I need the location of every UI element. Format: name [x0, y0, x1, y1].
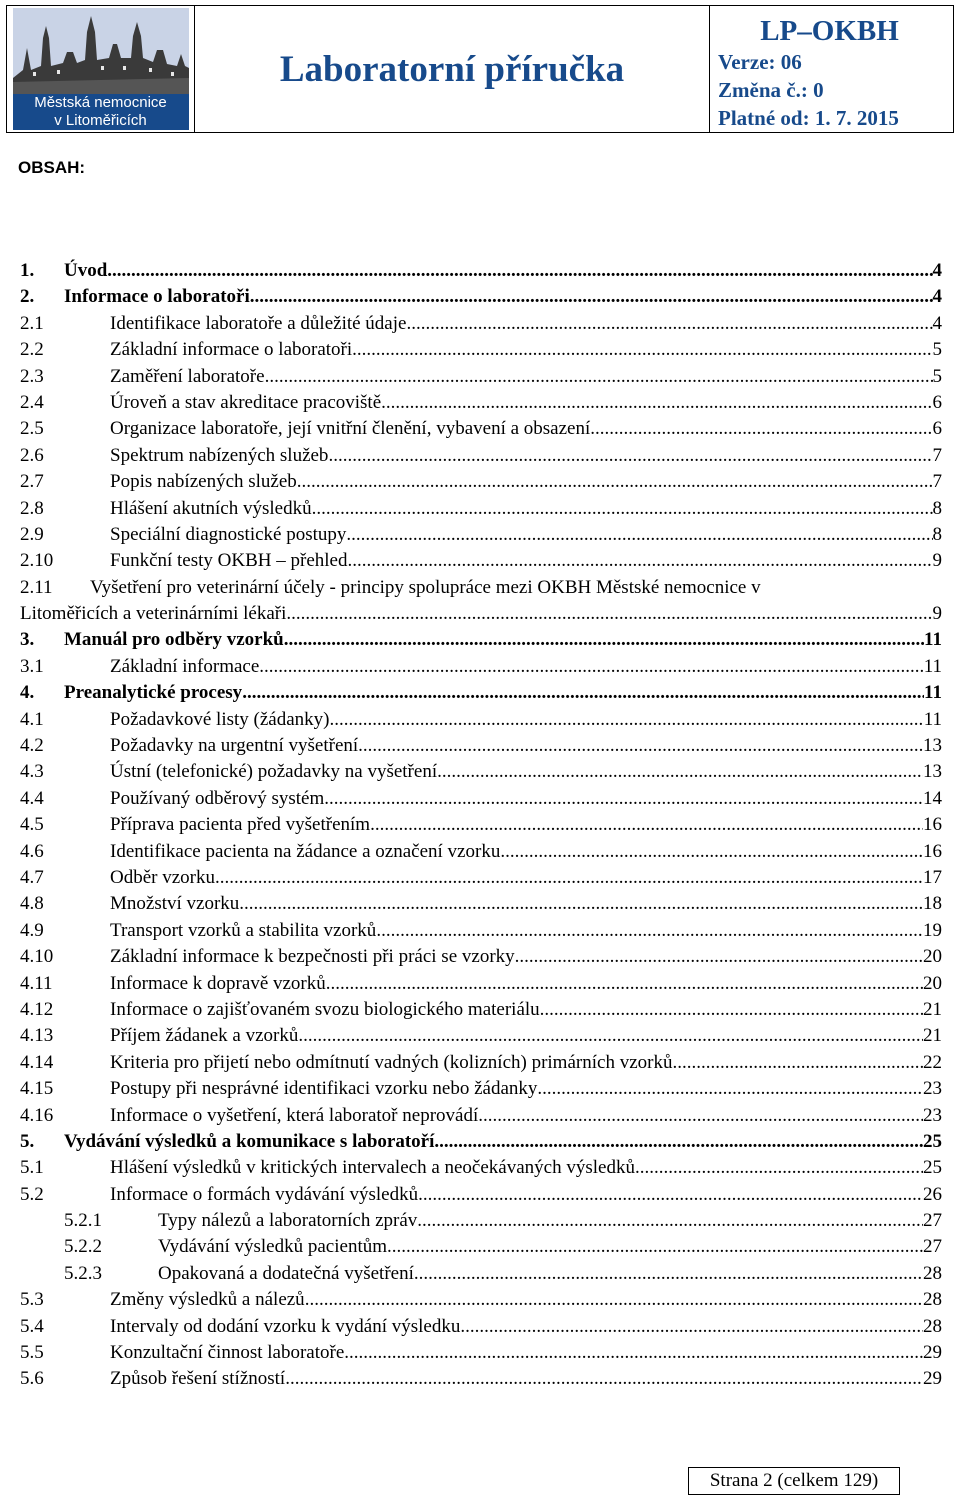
toc-entry-page: 13: [923, 761, 942, 783]
toc-entry-number: 5.6: [20, 1368, 44, 1390]
toc-entry-page: 17: [923, 866, 942, 888]
toc-entry-title: Hlášení výsledků v kritických intervalech a neočekávaných výsledků: [110, 1157, 635, 1179]
toc-entry-page: 28: [923, 1289, 942, 1311]
toc-entry-number: 3.1: [20, 655, 44, 677]
toc-leader-dots: [312, 496, 933, 522]
toc-entry-page: 21: [923, 998, 942, 1020]
toc-entry[interactable]: [20, 1023, 942, 1049]
document-valid-from: Platné od: 1. 7. 2015: [718, 106, 899, 130]
toc-entry-title: Manuál pro odběry vzorků: [64, 629, 284, 651]
toc-entry-number: 4.15: [20, 1078, 54, 1100]
toc-entry[interactable]: [20, 759, 942, 785]
toc-entry-title: Množství vzorku: [110, 893, 240, 915]
toc-entry-number: 5.2.2: [64, 1236, 102, 1258]
toc-entry-page: 5: [932, 365, 942, 387]
logo-line-1: Městská nemocnice: [34, 94, 167, 111]
toc-entry[interactable]: [20, 1366, 942, 1392]
toc-entry-number: 5.4: [20, 1315, 44, 1337]
toc-entry[interactable]: [20, 337, 942, 363]
toc-entry-page: 9: [932, 550, 942, 572]
toc-entry[interactable]: [20, 443, 942, 469]
toc-entry-page: 25: [923, 1157, 942, 1179]
toc-entry-title: Základní informace: [110, 655, 260, 677]
toc-entry-page: 8: [932, 523, 942, 545]
toc-entry[interactable]: [20, 1103, 942, 1129]
toc-entry-number: 4.10: [20, 946, 54, 968]
toc-entry[interactable]: [20, 707, 942, 733]
toc-entry-title: Ústní (telefonické) požadavky na vyšetření: [110, 761, 438, 783]
toc-leader-dots: [284, 627, 924, 653]
toc-entry-number: 2.3: [20, 365, 44, 387]
toc-entry-page: 28: [923, 1262, 942, 1284]
toc-entry[interactable]: [20, 364, 942, 390]
toc-entry[interactable]: [20, 891, 942, 917]
document-header: [6, 5, 954, 133]
toc-entry-title: Změny výsledků a nálezů: [110, 1289, 305, 1311]
toc-entry[interactable]: [20, 1287, 942, 1313]
page-footer: Strana 2 (celkem 129): [688, 1467, 900, 1495]
toc-leader-dots: [406, 311, 932, 337]
toc-leader-dots: [515, 944, 923, 970]
toc-entry[interactable]: [20, 839, 942, 865]
toc-leader-dots: [297, 469, 933, 495]
toc-leader-dots: [381, 390, 932, 416]
toc-entry-title: Vyšetření pro veterinární účely - principy spolupráce mezi OKBH Městské nemocnice v: [90, 576, 761, 598]
toc-entry[interactable]: [20, 548, 942, 574]
toc-entry-number: 4.16: [20, 1104, 54, 1126]
toc-entry[interactable]: [20, 1234, 942, 1260]
toc-entry-number: 2.4: [20, 391, 44, 413]
toc-entry-title: Identifikace pacienta na žádance a označení vzorku: [110, 840, 501, 862]
toc-entry[interactable]: [20, 1076, 942, 1102]
document-change: Změna č.: 0: [718, 78, 824, 102]
toc-entry-number: 5.2.3: [64, 1262, 102, 1284]
toc-entry[interactable]: [20, 390, 942, 416]
toc-entry-title: Úroveň a stav akreditace pracoviště: [110, 391, 382, 413]
document-title: Laboratorní příručka: [195, 6, 710, 132]
toc-entry-title: Úvod: [64, 260, 108, 281]
toc-entry-number: 4.6: [20, 840, 44, 862]
toc-entry[interactable]: [20, 522, 942, 548]
toc-entry-title: Konzultační činnost laboratoře: [110, 1342, 345, 1364]
toc-entry-title: Informace o vyšetření, která laboratoř neprovádí: [110, 1104, 479, 1126]
toc-entry-number: 5.: [20, 1130, 35, 1152]
toc-leader-dots: [215, 865, 923, 891]
toc-leader-dots: [352, 337, 932, 363]
toc-entry-title: Informace o laboratoři: [64, 286, 250, 308]
toc-entry[interactable]: [20, 416, 942, 442]
toc-entry[interactable]: [20, 786, 942, 812]
toc-entry-title: Požadavkové listy (žádanky): [110, 708, 330, 730]
toc-entry-title: Speciální diagnostické postupy: [110, 523, 347, 545]
toc-leader-dots: [344, 1340, 923, 1366]
toc-leader-dots: [326, 971, 923, 997]
toc-leader-dots: [329, 707, 923, 733]
toc-entry-number: 3.: [20, 629, 35, 651]
toc-entry-number: 2.10: [20, 550, 54, 572]
toc-leader-dots: [478, 1103, 923, 1129]
toc-entry-page: 20: [923, 946, 942, 968]
toc-entry-title: Identifikace laboratoře a důležité údaje: [110, 312, 407, 334]
toc-leader-dots: [414, 1261, 923, 1287]
document-version: Verze: 06: [718, 50, 802, 74]
toc-entry-number: 2.: [20, 286, 35, 308]
toc-entry[interactable]: [20, 1182, 942, 1208]
toc-entry-page: 20: [923, 972, 942, 994]
toc-entry-page: 23: [923, 1104, 942, 1126]
toc-entry-page: 8: [932, 497, 942, 519]
toc-leader-dots: [285, 1366, 923, 1392]
city-skyline-icon: [13, 8, 189, 94]
toc-entry-number: 2.11: [20, 576, 53, 598]
toc-entry-title: Základní informace o laboratoři: [110, 339, 353, 361]
toc-entry-number: 1.: [20, 260, 35, 281]
toc-entry-title: Způsob řešení stížností: [110, 1368, 286, 1390]
contents-heading: OBSAH:: [18, 158, 86, 177]
toc-entry-number: 4.7: [20, 866, 44, 888]
toc-entry-page: 13: [923, 735, 942, 757]
toc-entry-title: Informace k dopravě vzorků: [110, 972, 326, 994]
toc-entry-title: Příjem žádanek a vzorků: [110, 1025, 299, 1047]
toc-entry[interactable]: [20, 1314, 942, 1340]
toc-entry-page: 16: [923, 814, 942, 836]
toc-entry-page: 5: [932, 339, 942, 361]
toc-entry-title: Popis nabízených služeb: [110, 471, 297, 493]
toc-entry[interactable]: [20, 733, 942, 759]
toc-entry-number: 2.2: [20, 339, 44, 361]
toc-entry-number: 4.9: [20, 919, 44, 941]
toc-entry-title: Příprava pacienta před vyšetřením: [110, 814, 371, 836]
toc-leader-dots: [250, 284, 933, 310]
toc-entry-title: Preanalytické procesy: [64, 682, 243, 704]
toc-entry[interactable]: [20, 1155, 942, 1181]
toc-leader-dots: [590, 416, 932, 442]
toc-entry-page: 11: [924, 629, 942, 651]
toc-entry-page: 11: [923, 655, 942, 677]
toc-entry-page: 7: [932, 444, 942, 466]
toc-leader-dots: [107, 258, 932, 284]
toc-entry-number: 2.1: [20, 312, 44, 334]
toc-entry-number: 4.14: [20, 1051, 54, 1073]
toc-entry-page: 7: [932, 471, 942, 493]
toc-entry[interactable]: [20, 812, 942, 838]
toc-entry[interactable]: [20, 680, 942, 706]
toc-entry-number: 4.5: [20, 814, 44, 836]
toc-entry[interactable]: [20, 496, 942, 522]
toc-leader-dots: [437, 759, 923, 785]
toc-entry-page: 9: [932, 603, 942, 625]
toc-entry[interactable]: [20, 311, 942, 337]
toc-leader-dots: [672, 1050, 923, 1076]
toc-entry-title: Informace o formách vydávání výsledků: [110, 1183, 419, 1205]
toc-leader-dots: [242, 680, 924, 706]
toc-entry-title: Kriteria pro přijetí nebo odmítnutí vadných (kolizních) primárních vzorků: [110, 1051, 673, 1073]
toc-entry[interactable]: [20, 944, 942, 970]
toc-entry-title: Funkční testy OKBH – přehled: [110, 550, 348, 572]
toc-leader-dots: [265, 364, 933, 390]
toc-leader-dots: [324, 786, 923, 812]
toc-entry-number: 5.1: [20, 1157, 44, 1179]
toc-entry-page: 18: [923, 893, 942, 915]
toc-entry-title: Požadavky na urgentní vyšetření: [110, 735, 359, 757]
toc-leader-dots: [328, 443, 932, 469]
toc-entry-number: 5.3: [20, 1289, 44, 1311]
toc-entry-page: 11: [924, 682, 942, 704]
toc-entry-number: 2.8: [20, 497, 44, 519]
toc-leader-dots: [540, 997, 923, 1023]
toc-entry-title: Transport vzorků a stabilita vzorků: [110, 919, 377, 941]
toc-entry-title: Organizace laboratoře, její vnitřní členění, vybavení a obsazení: [110, 418, 591, 440]
toc-leader-dots: [460, 1314, 923, 1340]
toc-entry-page: 29: [923, 1368, 942, 1390]
toc-entry[interactable]: [20, 654, 942, 680]
toc-leader-dots: [387, 1234, 923, 1260]
toc-entry-number: 4.11: [20, 972, 53, 994]
toc-entry-page: 25: [923, 1130, 942, 1152]
toc-leader-dots: [358, 733, 923, 759]
toc-leader-dots: [259, 654, 923, 680]
toc-leader-dots: [418, 1182, 923, 1208]
toc-entry-title: Vydávání výsledků a komunikace s laboratoří: [64, 1130, 435, 1152]
toc-entry-number: 5.2.1: [64, 1210, 102, 1232]
toc-entry-page: 27: [923, 1210, 942, 1232]
hospital-logo-cell: [7, 6, 195, 132]
toc-entry[interactable]: [20, 1129, 942, 1155]
hospital-logo: [13, 8, 189, 130]
toc-entry-page: 4: [932, 260, 942, 281]
toc-entry-number: 4.8: [20, 893, 44, 915]
toc-entry-number: 2.9: [20, 523, 44, 545]
toc-entry-title: Spektrum nabízených služeb: [110, 444, 329, 466]
toc-entry-title: Odběr vzorku: [110, 866, 215, 888]
toc-entry-title: Hlášení akutních výsledků: [110, 497, 312, 519]
toc-leader-dots: [239, 891, 923, 917]
toc-entry-title: Používaný odběrový systém: [110, 787, 325, 809]
toc-entry-2-11[interactable]: [20, 575, 942, 628]
toc-entry[interactable]: [20, 284, 942, 310]
toc-entry-title: Intervaly od dodání vzorku k vydání výsledku: [110, 1315, 461, 1337]
toc-entry-number: 4.: [20, 682, 35, 704]
toc-entry-page: 16: [923, 840, 942, 862]
toc-entry[interactable]: [20, 971, 942, 997]
toc-entry-number: 2.5: [20, 418, 44, 440]
toc-entry-page: 21: [923, 1025, 942, 1047]
document-id: LP–OKBH: [760, 15, 899, 47]
table-of-contents: [20, 258, 942, 1393]
toc-entry-number: 4.4: [20, 787, 44, 809]
toc-entry-number: 5.2: [20, 1183, 44, 1205]
toc-entry-page: 29: [923, 1342, 942, 1364]
toc-entry[interactable]: [20, 1340, 942, 1366]
toc-entry-page: 28: [923, 1315, 942, 1337]
toc-leader-dots: [305, 1287, 923, 1313]
toc-entry-number: 4.3: [20, 761, 44, 783]
toc-entry-title: Typy nálezů a laboratorních zpráv: [158, 1210, 418, 1232]
toc-leader-dots: [376, 918, 923, 944]
toc-entry-page: 27: [923, 1236, 942, 1258]
toc-entry-number: 2.7: [20, 471, 44, 493]
toc-leader-dots: [347, 548, 932, 574]
toc-leader-dots: [346, 522, 932, 548]
toc-leader-dots: [370, 812, 923, 838]
toc-entry-page: 6: [932, 391, 942, 413]
toc-entry-page: 19: [923, 919, 942, 941]
toc-entry-page: 22: [923, 1051, 942, 1073]
document-meta: [710, 6, 953, 132]
toc-entry-title: Informace o zajišťovaném svozu biologického materiálu: [110, 998, 540, 1020]
toc-entry[interactable]: [20, 918, 942, 944]
toc-leader-dots: [635, 1155, 923, 1181]
toc-entry[interactable]: [20, 865, 942, 891]
toc-entry[interactable]: [20, 1208, 942, 1234]
toc-entry-title: Vydávání výsledků pacientům: [158, 1236, 388, 1258]
toc-entry-title: Opakovaná a dodatečná vyšetření: [158, 1262, 414, 1284]
toc-entry-number: 4.2: [20, 735, 44, 757]
toc-entry[interactable]: [20, 1261, 942, 1287]
toc-entry-title-continued: Litoměřicích a veterinárními lékaři: [20, 603, 287, 625]
toc-entry-page: 23: [923, 1078, 942, 1100]
toc-entry[interactable]: [20, 627, 942, 653]
toc-entry-page: 4: [932, 312, 942, 334]
toc-leader-dots: [434, 1129, 923, 1155]
toc-entry-title: Postupy při nesprávné identifikaci vzorku nebo žádanky: [110, 1078, 538, 1100]
toc-entry[interactable]: [20, 469, 942, 495]
toc-entry-number: 4.1: [20, 708, 44, 730]
toc-entry-number: 5.5: [20, 1342, 44, 1364]
toc-entry-page: 26: [923, 1183, 942, 1205]
toc-entry-title: Zaměření laboratoře: [110, 365, 265, 387]
toc-entry-page: 14: [923, 787, 942, 809]
toc-entry-number: 4.13: [20, 1025, 54, 1047]
toc-entry-page: 11: [923, 708, 942, 730]
toc-entry-number: 4.12: [20, 998, 54, 1020]
toc-leader-dots: [286, 601, 932, 627]
toc-entry-number: 2.6: [20, 444, 44, 466]
toc-leader-dots: [500, 839, 923, 865]
toc-leader-dots: [537, 1076, 923, 1102]
toc-entry-page: 6: [932, 418, 942, 440]
toc-entry[interactable]: [20, 1050, 942, 1076]
toc-leader-dots: [298, 1023, 923, 1049]
toc-leader-dots: [417, 1208, 923, 1234]
toc-entry-title: Základní informace k bezpečnosti při práci se vzorky: [110, 946, 515, 968]
toc-entry[interactable]: [20, 258, 942, 284]
toc-entry-page: 4: [932, 286, 942, 308]
logo-line-2: v Litoměřicích: [54, 112, 147, 129]
toc-entry[interactable]: [20, 997, 942, 1023]
